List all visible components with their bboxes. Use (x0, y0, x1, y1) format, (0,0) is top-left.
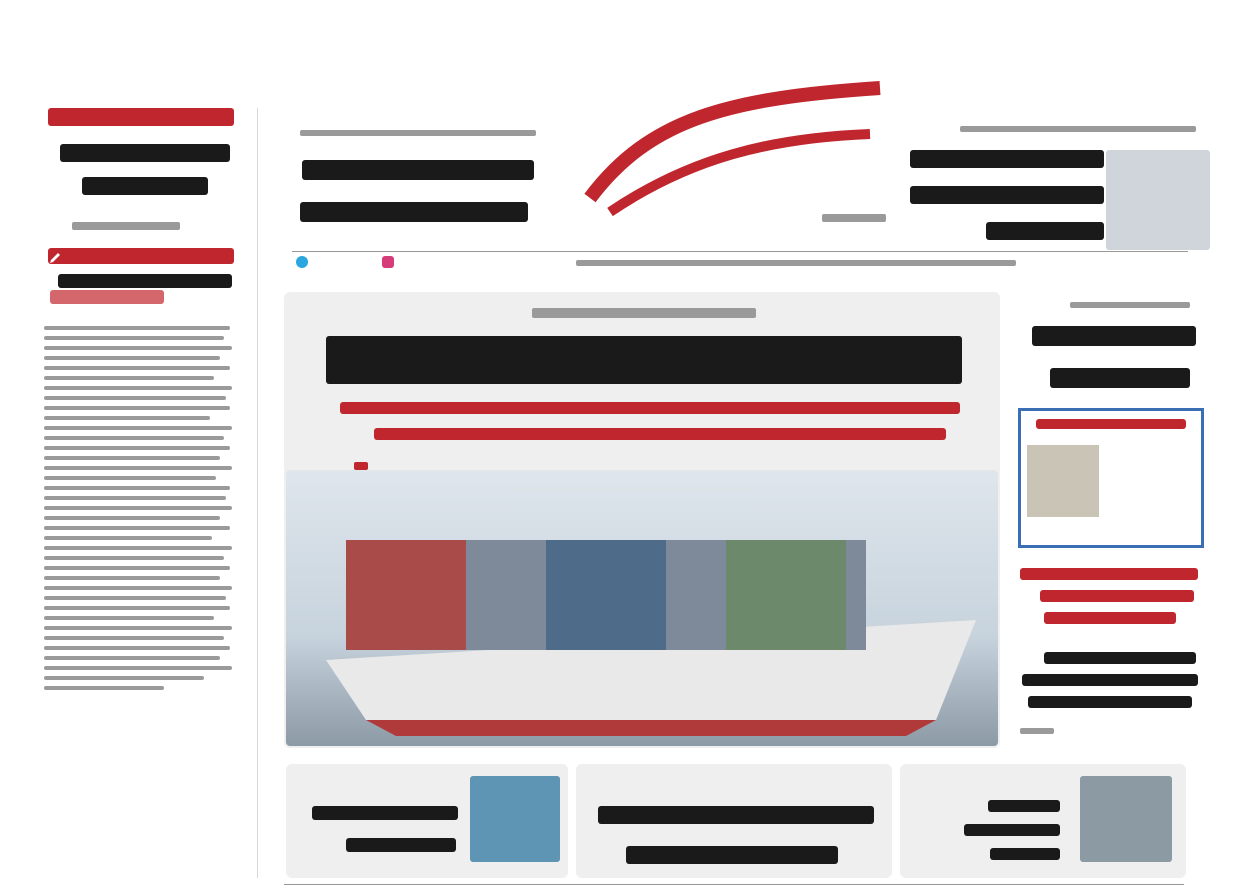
bottom-right-headline-2 (964, 824, 1060, 836)
right-headline-2 (1050, 368, 1190, 388)
author-line (72, 222, 180, 230)
top-right-headline-3 (986, 222, 1104, 240)
left-headline-line-2 (82, 177, 208, 195)
bottom-middle-headline-2 (626, 846, 838, 864)
top-right-kicker (960, 126, 1196, 132)
left-headline-line-1 (60, 144, 230, 162)
masthead-info-line (576, 260, 1016, 266)
right-subhead-1 (1020, 568, 1198, 580)
instagram-icon[interactable] (382, 256, 394, 268)
bottom-right-headline-1 (988, 800, 1060, 812)
top-left-headline-2 (300, 202, 528, 222)
top-right-headline-2 (910, 186, 1104, 204)
note-title (58, 274, 232, 288)
right-page-ref (1020, 728, 1054, 734)
section-label-article (48, 108, 234, 126)
right-subhead-5 (1022, 674, 1198, 686)
left-column-text (44, 320, 238, 880)
right-subhead-6 (1028, 696, 1192, 708)
right-kicker (1070, 302, 1190, 308)
masthead-logo (570, 78, 900, 218)
quote-icon (354, 462, 368, 470)
left-divider (257, 108, 258, 878)
bottom-right-headline-3 (990, 848, 1060, 860)
bottom-left-headline-1 (312, 806, 458, 820)
main-deck-2 (374, 428, 946, 440)
bottom-left-photo (470, 776, 560, 862)
telegram-icon[interactable] (296, 256, 308, 268)
right-headline-1 (1032, 326, 1196, 346)
main-headline (326, 336, 962, 384)
ad-box[interactable] (1018, 408, 1204, 548)
right-subhead-2 (1040, 590, 1194, 602)
right-subhead-3 (1044, 612, 1176, 624)
watermark-mark (50, 290, 164, 304)
pen-icon (48, 250, 62, 264)
section-label-note (48, 248, 234, 264)
bottom-middle-headline-1 (598, 806, 874, 824)
top-right-headline-1 (910, 150, 1104, 168)
masthead-subtitle (822, 214, 886, 222)
right-subhead-4 (1044, 652, 1196, 664)
bottom-rule (284, 884, 1184, 885)
main-kicker (532, 308, 756, 318)
top-left-headline-1 (302, 160, 534, 180)
masthead-rule (292, 251, 1188, 252)
top-right-photo (1106, 150, 1210, 250)
bottom-right-photo (1080, 776, 1172, 862)
top-left-kicker (300, 130, 536, 136)
main-deck-1 (340, 402, 960, 414)
bottom-left-headline-2 (346, 838, 456, 852)
cargo-ship-photo (286, 470, 998, 746)
